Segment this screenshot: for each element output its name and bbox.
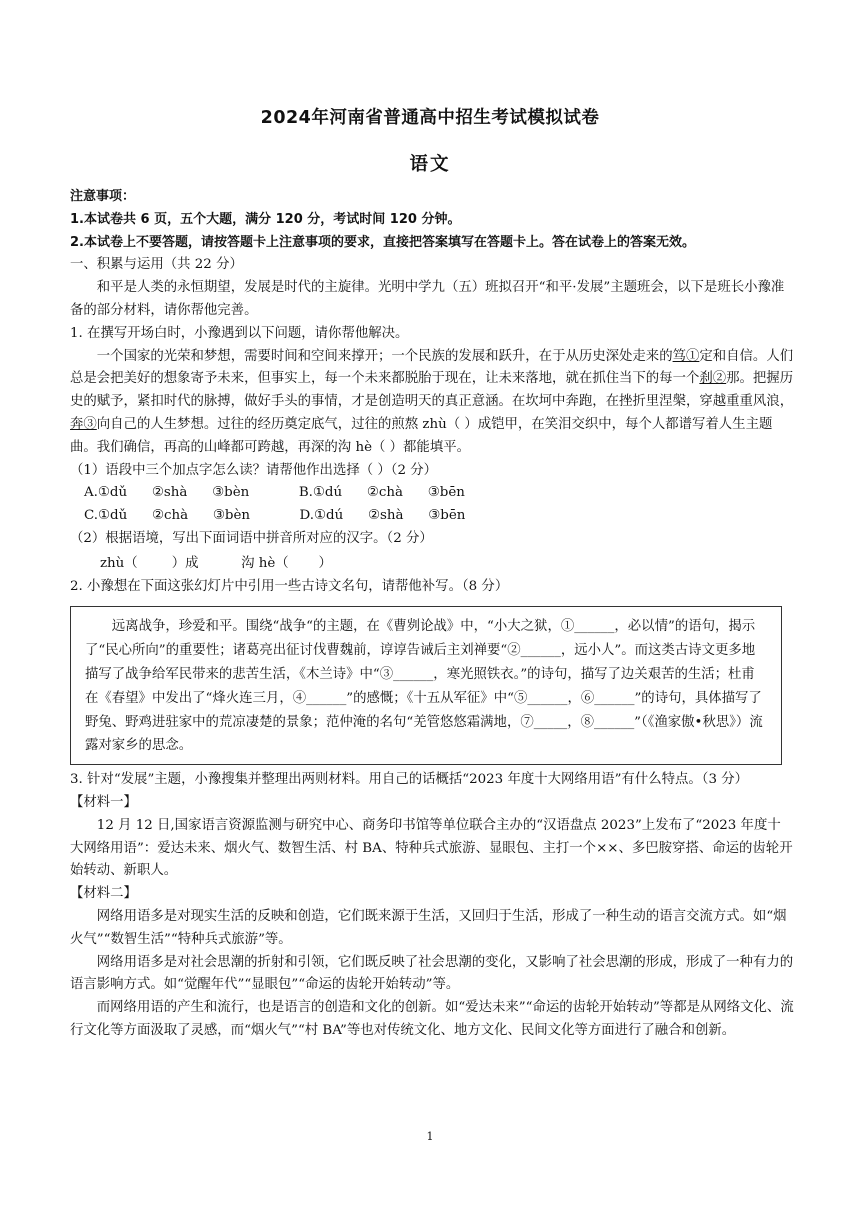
notice-item-2: 2.本试卷上不要答题，请按答题卡上注意事项的要求，直接把答案填写在答题卡上。答在试卷上的答案无效。 <box>70 234 695 250</box>
material-2-paragraph-1: 网络用语多是对现实生活的反映和创造，它们既来源于生活，又回归于生活，形成了一种生动的语言交流方式。如“烟火气”“数智生活”“特种兵式旅游”等。 <box>70 908 787 947</box>
exam-title: 2024年河南省普通高中招生考试模拟试卷 <box>260 108 600 128</box>
material-2-paragraph-2: 网络用语多是对社会思潮的折射和引领，它们既反映了社会思潮的变化，又影响了社会思潮的形成，形成了一种有力的语言影响方式。如“觉醒年代”“显眼包”“命运的齿轮开始转动”等。 <box>70 954 794 993</box>
passage-part-c: 那。把握历史的赋予，紧扣时代的脉搏，做好手头的事情，才是创造明天的真正意涵。在坎坷中奔跑，在挫折里涅槃，穿越重重风浪， <box>70 371 794 410</box>
slide-box-text: 远离战争，珍爱和平。围绕“战争“的主题，在《曹刿论战》中，“小大之狱，①______，必以情”的语句，揭示了“民心所向”的重要性；诸葛亮出征讨伐曹魏前，谆谆告诫后主刘禅要“②______，远小人”。而这类古诗文更多地描写了战争给军民带来的悲苦生活，《木兰诗》中“③______，寒光照铁衣。”的诗句，描写了边关艰苦的生活；杜甫在《春望》中发出了“烽火连三月，④______”的感慨；《十五从军征》中“⑤______，⑥______”的诗句，具体描写了野兔、野鸡进驻家中的荒凉凄楚的景象；范仲淹的名句“羌管悠悠霜满地，⑦_____，⑧______”（《渔家傲•秋思》）流露对家乡的思念。 <box>85 619 763 754</box>
question-1-sub-2: （2）根据语境，写出下面词语中拼音所对应的汉字。（2 分） <box>70 530 433 546</box>
options-cd: C.①dǔ ②chà ③bèn D.①dú ②shà ③bēn <box>84 508 466 524</box>
slide-box <box>70 606 782 765</box>
page-number: 1 <box>426 1130 434 1143</box>
material-1-label: 【材料一】 <box>70 794 137 810</box>
question-1-passage <box>70 346 794 460</box>
notice-item-1: 1.本试卷共 6 页，五个大题，满分 120 分，考试时间 120 分钟。 <box>70 211 461 227</box>
passage-part-b: 定和自信。人们总是会把美好的想象寄予未来，但事实上，每一个未来都脱胎于现在，让未来落地，就在抓住当下的每一个 <box>70 348 794 387</box>
notice-heading: 注意事项： <box>70 189 136 204</box>
question-1-stem: 1. 在撰写开场白时，小豫遇到以下问题，请你帮他解决。 <box>70 325 409 341</box>
exam-content <box>70 186 794 1043</box>
subject-title: 语文 <box>409 154 451 175</box>
section-1-intro: 和平是人类的永恒期望，发展是时代的主旋律。光明中学九（五）班拟召开“和平·发展”主题班会，以下是班长小豫准备的部分材料，请你帮他完善。 <box>70 280 785 318</box>
material-1-text: 12 月 12 日,国家语言资源监测与研究中心、商务印书馆等单位联合主办的“汉语盘点 2023”上发布了“2023 年度十大网络用语”：爱达未来、烟火气、数智生活、村 BA、特种兵式旅游、显眼包、主打一个××、多巴胺穿搭、命运的齿轮开始转动、新职人。 <box>70 817 793 879</box>
dotted-char-2: 刹② <box>699 371 727 387</box>
question-1-sub-1: （1）语段中三个加点字怎么读？请帮他作出选择（ ）（2 分） <box>70 462 438 478</box>
dotted-char-3: 奔③ <box>70 416 97 432</box>
passage-part-a: 一个国家的光荣和梦想，需要时间和空间来撑开；一个民族的发展和跃升，在于从历史深处走来的 <box>96 348 673 364</box>
dotted-char-1: 笃① <box>672 348 700 364</box>
material-2-paragraph-3: 而网络用语的产生和流行，也是语言的创造和文化的创新。如“爱达未来”“命运的齿轮开始转动”等都是从网络文化、流行文化等方面汲取了灵感，而“烟火气”“村 BA”等也对传统文化、地方文化、民间文化等方面进行了融合和创新。 <box>70 1000 794 1038</box>
question-2-stem: 2. 小豫想在下面这张幻灯片中引用一些古诗文名句，请帮他补写。（8 分） <box>70 578 509 594</box>
section-1-heading: 一、积累与运用（共 22 分） <box>70 257 243 273</box>
question-1-sub-2-blanks: zhù（ ）成 沟 hè（ ） <box>100 555 332 571</box>
options-ab: A.①dǔ ②shà ③bèn B.①dú ②chà ③bēn <box>84 485 465 501</box>
passage-part-d: 向自己的人生梦想。过往的经历奠定底气，过往的煎熬 zhù（ ）成铠甲，在笑泪交织中，每个人都谱写着人生主题曲。我们确信，再高的山峰都可跨越，再深的沟 hè（ ）都能填平。 <box>70 416 773 455</box>
question-3-stem: 3. 针对“发展”主题，小豫搜集并整理出两则材料。用自己的话概括“2023 年度十大网络用语”有什么特点。（3 分） <box>70 772 749 788</box>
material-2-label: 【材料二】 <box>70 886 137 902</box>
